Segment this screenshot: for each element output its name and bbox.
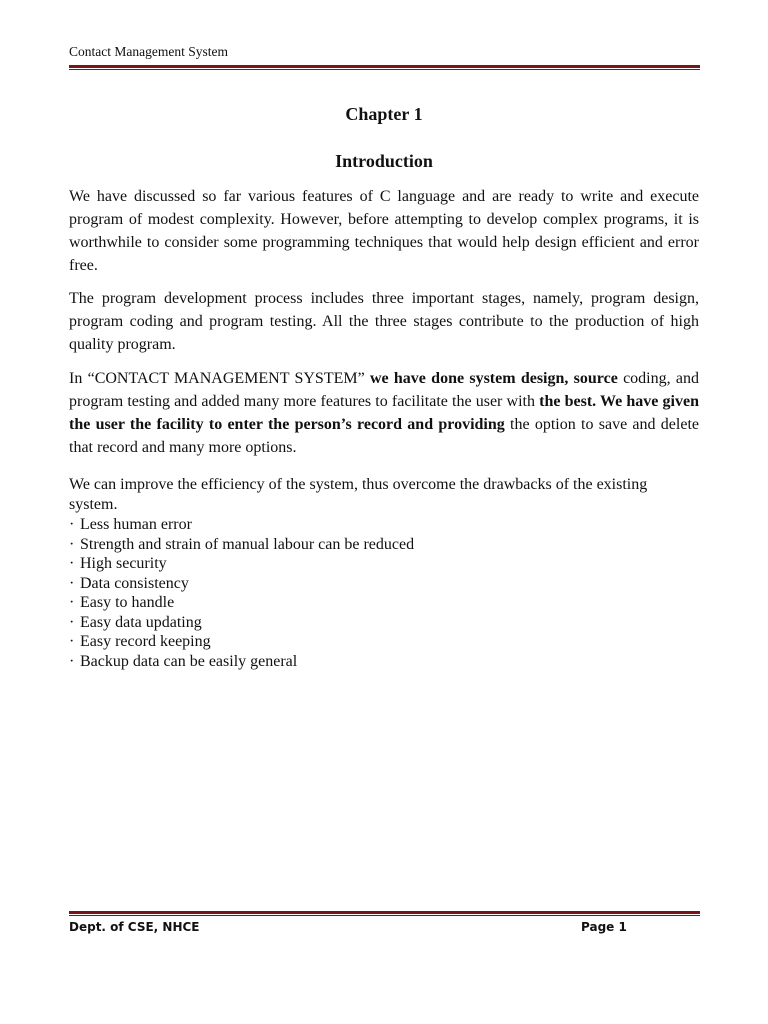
list-item-text: Backup data can be easily general [80, 652, 298, 670]
list-item-text: Data consistency [80, 574, 189, 592]
paragraph-3-part-1: In “CONTACT MANAGEMENT SYSTEM” [69, 370, 365, 387]
header-rule-thick [69, 65, 700, 68]
list-item [69, 593, 699, 613]
paragraph-improvement: We can improve the efficiency of the system, thus overcome the drawbacks of the existing system. [69, 476, 648, 513]
footer-department: Dept. of CSE, NHCE [69, 920, 200, 934]
list-item [69, 613, 699, 633]
header-rule [69, 65, 700, 70]
list-item [69, 632, 699, 652]
paragraph-3-part-3: coding, and program testing and added many more features to facilitate the user with [69, 370, 699, 410]
list-item-text: Easy record keeping [80, 633, 211, 650]
chapter-label: Chapter 1 [345, 104, 423, 124]
list-item [69, 554, 699, 574]
footer-page-number: Page 1 [581, 920, 627, 934]
footer-rule-thick [69, 911, 700, 914]
benefits-list [69, 515, 699, 671]
list-item [69, 535, 699, 555]
footer-rule-thin [69, 915, 700, 916]
list-item-text: Less human error [80, 516, 192, 533]
paragraph-3-part-5: the option to save and delete that record and many more options. [69, 416, 700, 456]
list-item-text: Easy data updating [80, 613, 202, 631]
list-item-text: Strength and strain of manual labour can be reduced [80, 535, 415, 553]
paragraph-3-part-4: the best. We have given the user the facility to enter the person’s record and providing [69, 393, 699, 433]
paragraph-system-summary [69, 367, 699, 459]
bullet-icon: · [69, 633, 75, 650]
header-rule-thin [69, 69, 700, 70]
paragraph-intro: We have discussed so far various features of C language and are ready to write and execute program of modest complexity. However, before attempting to develop complex programs, it is worthwhile to consider some programming techniques that would help design efficient and error free. [69, 188, 699, 274]
list-item-text: High security [80, 555, 167, 572]
paragraph-3-part-2: we have done system design, source [364, 370, 618, 387]
footer-rule [69, 911, 700, 916]
bullet-icon: · [69, 652, 75, 670]
bullet-icon: · [69, 516, 75, 533]
chapter-title: Introduction [335, 151, 433, 171]
bullet-icon: · [69, 555, 75, 572]
list-item [69, 652, 699, 672]
paragraph-development-process: The program development process includes three important stages, namely, program design, program coding and program testing. All the three stages contribute to the production of high quality program. [69, 290, 699, 353]
bullet-icon: · [69, 613, 75, 631]
bullet-icon: · [69, 594, 75, 611]
running-header: Contact Management System [69, 44, 228, 59]
list-item-text: Easy to handle [80, 594, 175, 611]
bullet-icon: · [69, 574, 75, 592]
list-item [69, 515, 699, 535]
bullet-icon: · [69, 535, 75, 553]
list-item [69, 574, 699, 594]
